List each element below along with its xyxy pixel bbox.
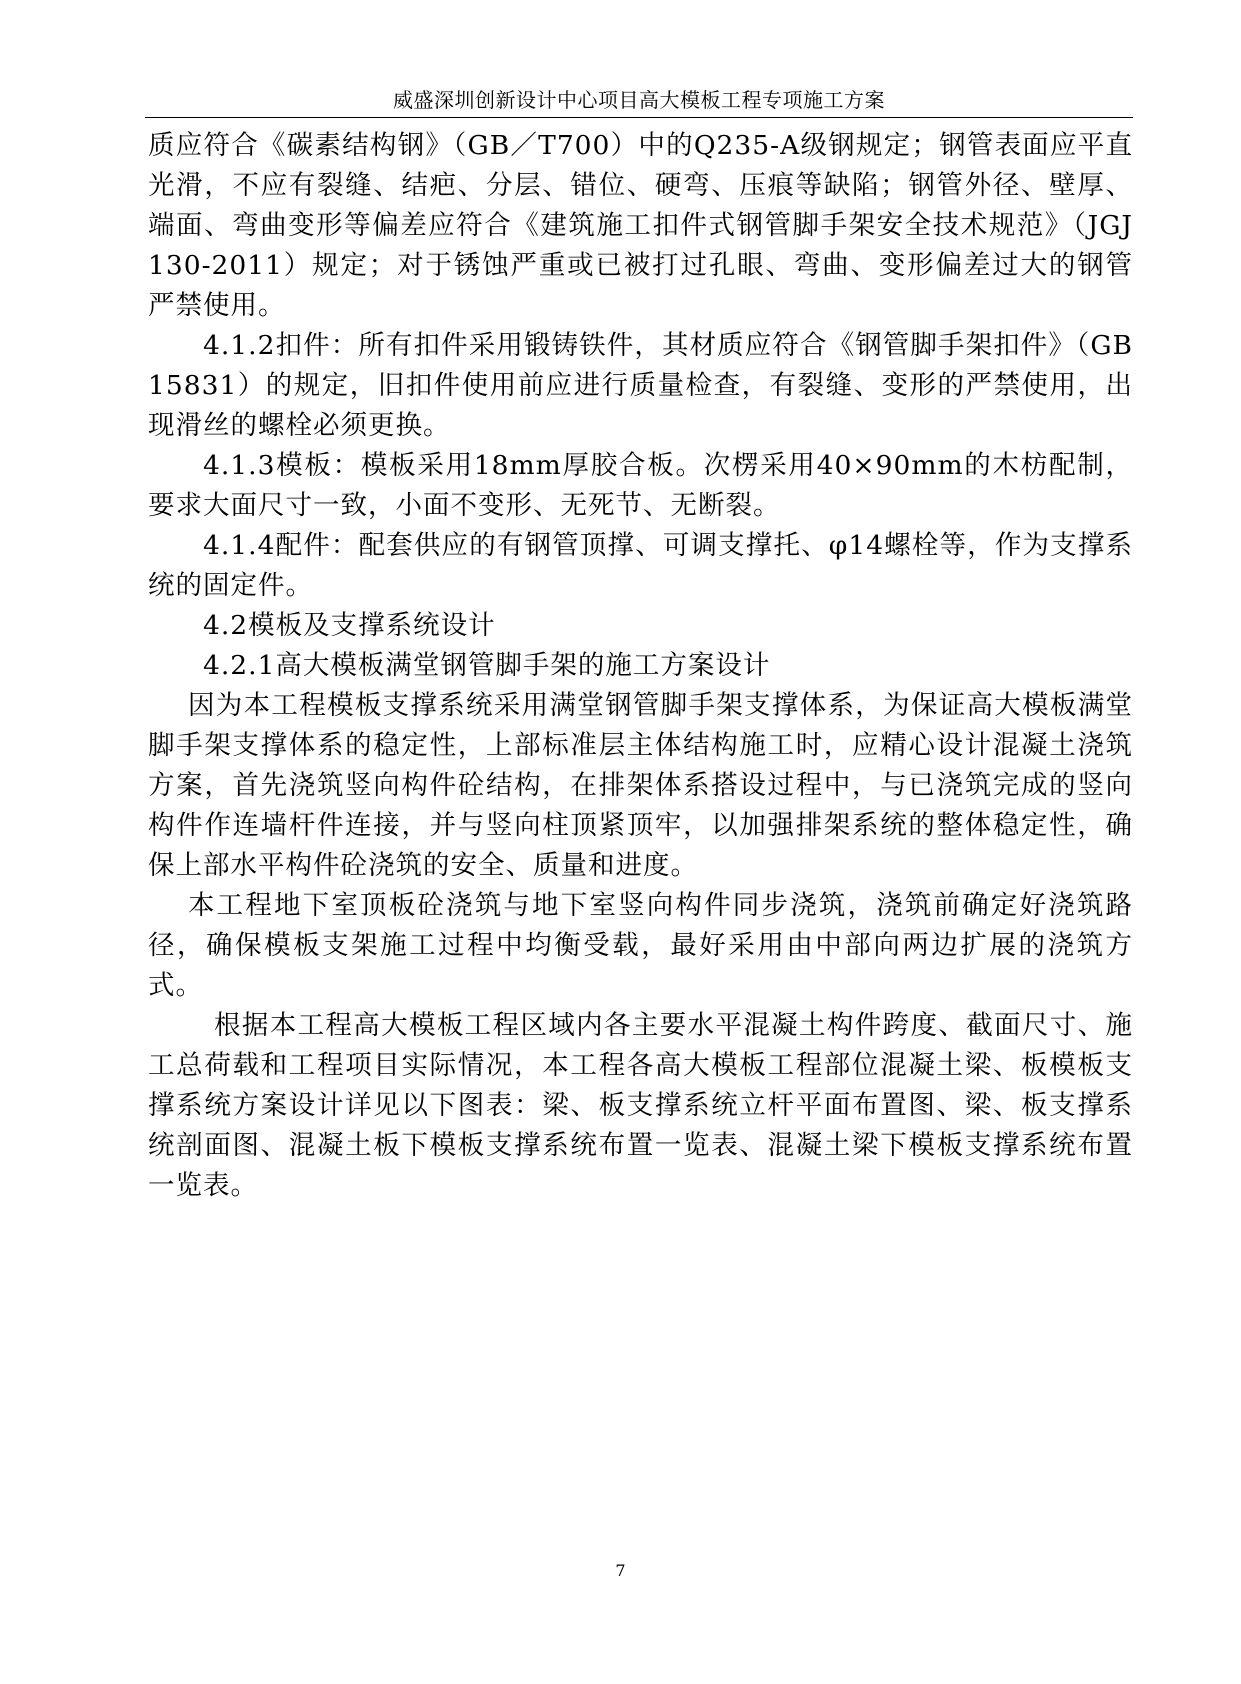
paragraph-fasteners: 4.1.2扣件：所有扣件采用锻铸铁件，其材质应符合《钢管脚手架扣件》（GB15831）的规定，旧扣件使用前应进行质量检查，有裂缝、变形的严禁使用，出现滑丝的螺栓必须更换。: [148, 330, 1133, 441]
document-body: [148, 126, 1133, 1206]
paragraph-support-system: 因为本工程模板支撑系统采用满堂钢管脚手架支撑体系，为保证高大模板满堂脚手架支撑体系的稳定性，上部标准层主体结构施工时，应精心设计混凝土浇筑方案，首先浇筑竖向构件砼结构，在排架体系搭设过程中，与已浇筑完成的竖向构件作连墙杆件连接，并与竖向柱顶紧顶牢，以加强排架系统的整体稳定性，确保上部水平构件砼浇筑的安全、质量和进度。: [148, 690, 1133, 881]
paragraph-accessories: 4.1.4配件：配套供应的有钢管顶撑、可调支撑托、φ14螺栓等，作为支撑系统的固定件。: [148, 530, 1133, 601]
paragraph-formwork: 4.1.3模板：模板采用18mm厚胶合板。次楞采用40×90mm的木枋配制，要求大面尺寸一致，小面不变形、无死节、无断裂。: [148, 450, 1133, 521]
page-number: 7: [615, 1561, 626, 1580]
section-heading-4-2: 4.2模板及支撑系统设计: [203, 610, 496, 641]
document-title: 威盛深圳创新设计中心项目高大模板工程专项施工方案: [393, 88, 885, 112]
paragraph-steel-pipe-spec: 质应符合《碳素结构钢》（GB／T700）中的Q235-A级钢规定；钢管表面应平直光滑，不应有裂缝、结疤、分层、错位、硬弯、压痕等缺陷；钢管外径、壁厚、端面、弯曲变形等偏差应符合《建筑施工扣件式钢管脚手架安全技术规范》（JGJ130-2011）规定；对于锈蚀严重或已被打过孔眼、弯曲、变形偏差过大的钢管严禁使用。: [148, 130, 1133, 321]
section-heading-4-2-1: 4.2.1高大模板满堂钢管脚手架的施工方案设计: [203, 650, 771, 681]
page-header: [145, 83, 1133, 118]
paragraph-basement-pouring: 本工程地下室顶板砼浇筑与地下室竖向构件同步浇筑，浇筑前确定好浇筑路径，确保模板支架施工过程中均衡受载，最好采用由中部向两边扩展的浇筑方式。: [148, 890, 1133, 1001]
paragraph-design-details: 根据本工程高大模板工程区域内各主要水平混凝土构件跨度、截面尺寸、施工总荷载和工程项目实际情况，本工程各高大模板工程部位混凝土梁、板模板支撑系统方案设计详见以下图表：梁、板支撑系统立杆平面布置图、梁、板支撑系统剖面图、混凝土板下模板支撑系统布置一览表、混凝土梁下模板支撑系统布置一览表。: [148, 1010, 1133, 1201]
